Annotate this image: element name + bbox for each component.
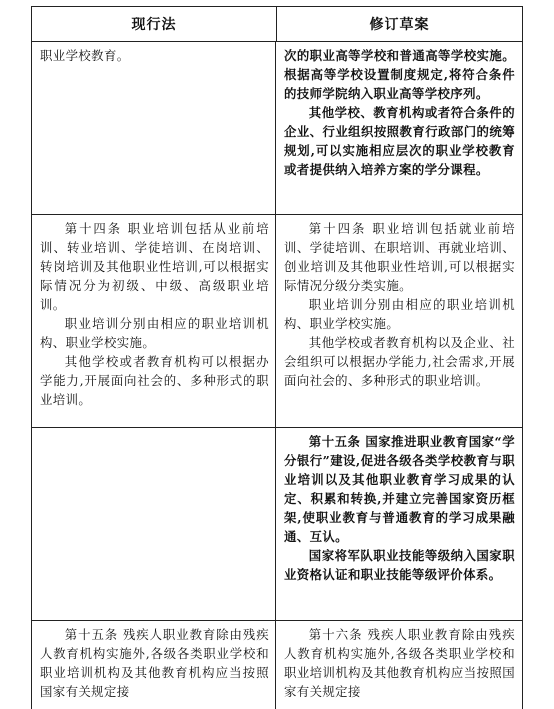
current-cell (32, 621, 276, 709)
current-cell (32, 42, 276, 214)
revised-text: 国家将军队职业技能等级纳入国家职业资格认证和职业技能等级评价体系。 (284, 548, 515, 582)
comparison-table (31, 6, 523, 709)
revised-cell (276, 621, 521, 709)
table-header (32, 7, 522, 42)
current-text: 第十四条 职业培训包括从业前培训、转业培训、学徒培训、在岗培训、转岗培训及其他职业性培训,可以根据实际情况分为初级、中级、高级职业培训。 (40, 221, 269, 312)
header-revised-draft: 修订草案 (369, 17, 430, 33)
revised-text: 其他学校或者教育机构以及企业、社会组织可以根据办学能力,社会需求,开展面向社会的、多种形式的职业培训。 (284, 335, 515, 388)
current-text: 职业学校教育。 (40, 48, 130, 63)
table-row (32, 428, 522, 621)
revised-text: 职业培训分别由相应的职业培训机构、职业学校实施。 (284, 297, 515, 331)
header-current-law: 现行法 (32, 7, 277, 41)
revised-text: 次的职业高等学校和普通高等学校实施。根据高等学校设置制度规定,将符合条件的技师学院纳入职业高等学校序列。 (284, 48, 515, 101)
revised-text: 第十五条 国家推进职业教育国家“学分银行”建设,促进各级各类学校教育与职业培训以及其他职业教育学习成果的认定、积累和转换,并建立完善国家资历框架,使职业教育与普通教育的学习成果融通、互认。 (284, 434, 515, 544)
current-text: 职业培训分别由相应的职业培训机构、职业学校实施。 (40, 316, 269, 350)
current-text: 第十五条 残疾人职业教育除由残疾人教育机构实施外,各级各类职业学校和职业培训机构及其他教育机构应当按照国家有关规定接 (40, 627, 269, 699)
table-row (32, 215, 522, 428)
revised-cell (276, 42, 521, 214)
table-row (32, 621, 522, 709)
table-row (32, 42, 522, 215)
current-cell (32, 215, 276, 427)
revised-text: 第十四条 职业培训包括就业前培训、学徒培训、在职培训、再就业培训、创业培训及其他职业性培训,可以根据实际情况分级分类实施。 (284, 221, 515, 293)
current-text: 其他学校或者教育机构可以根据办学能力,开展面向社会的、多种形式的职业培训。 (40, 354, 269, 407)
current-cell-empty (32, 428, 276, 620)
revised-text: 其他学校、教育机构或者符合条件的企业、行业组织按照教育行政部门的统筹规划,可以实施相应层次的职业学校教育或者提供纳入培养方案的学分课程。 (284, 105, 515, 177)
revised-cell (276, 428, 521, 620)
revised-cell (276, 215, 521, 427)
revised-text: 第十六条 残疾人职业教育除由残疾人教育机构实施外,各级各类职业学校和职业培训机构及其他教育机构应当按照国家有关规定接 (284, 627, 515, 699)
